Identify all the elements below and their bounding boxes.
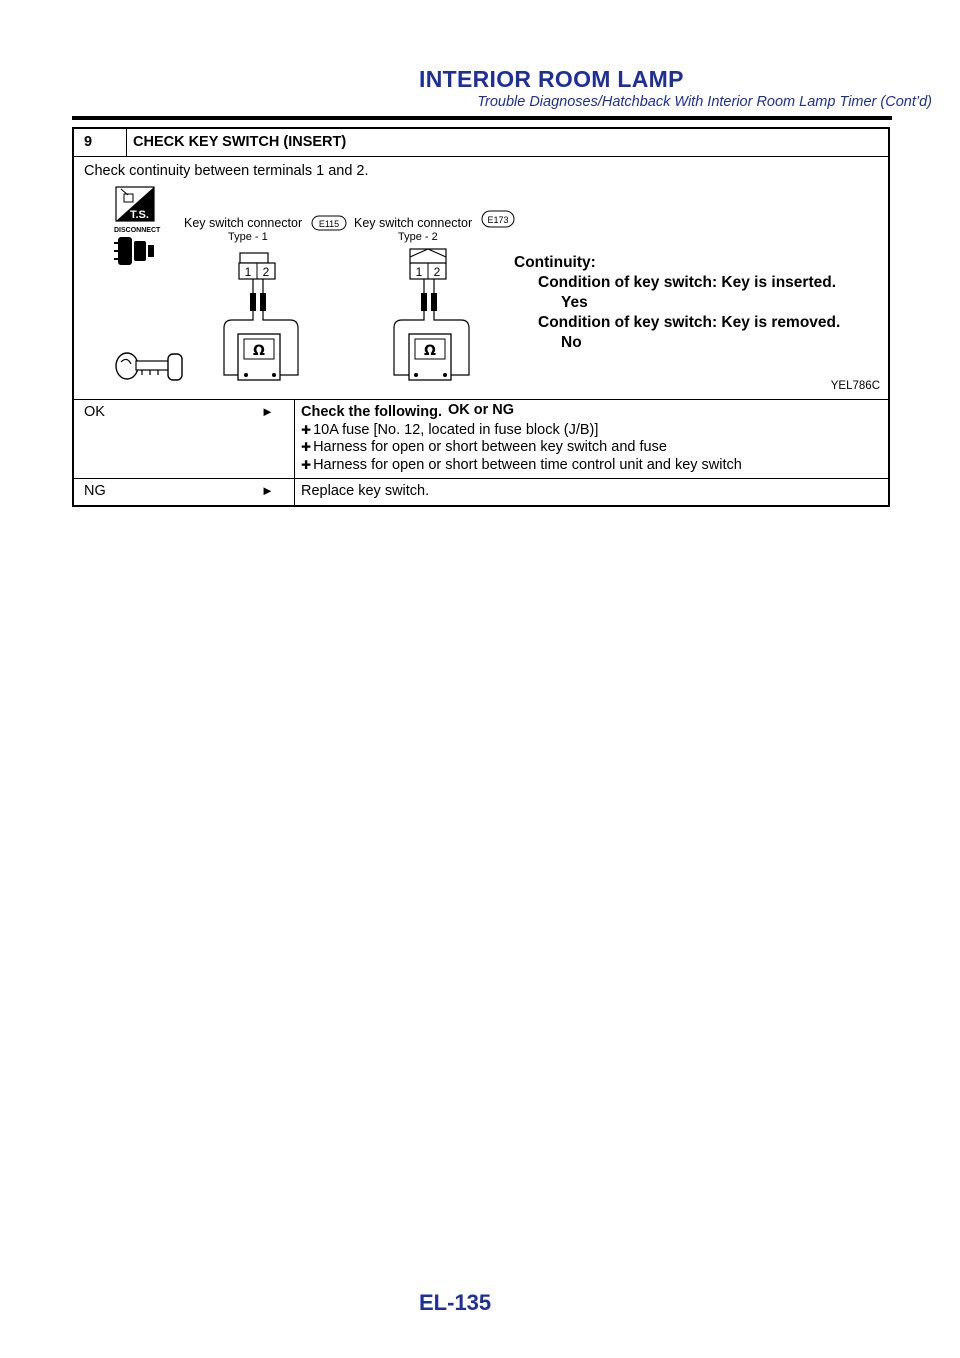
- connector-1-type: Type - 1: [228, 231, 268, 243]
- meter-2-ohm-icon: Ω: [424, 343, 436, 359]
- connector-1-label: Key switch connector: [184, 216, 303, 230]
- ts-label: T.S.: [130, 209, 149, 221]
- page-number: EL-135: [419, 1290, 492, 1315]
- connector-2-label: Key switch connector: [354, 216, 473, 230]
- connector-1-terminal-1: 1: [244, 265, 252, 279]
- continuity-result-2: No: [561, 334, 582, 351]
- result-ok-heading: Check the following.: [301, 404, 442, 420]
- result-body-ng: [295, 479, 429, 505]
- arrow-right-icon: ►: [261, 483, 274, 498]
- result-label-ok: [74, 400, 295, 478]
- continuity-heading: Continuity:: [514, 254, 596, 271]
- result-row-ng: [74, 479, 888, 505]
- connector-type-2: [354, 211, 514, 380]
- meter-1-ohm-icon: Ω: [253, 343, 265, 359]
- disconnect-label: DISCONNECT: [114, 227, 161, 234]
- step-title: CHECK KEY SWITCH (INSERT): [133, 134, 347, 150]
- step-number: 9: [74, 129, 127, 156]
- page-title: INTERIOR ROOM LAMP: [419, 66, 684, 92]
- list-item: ✚ 10A fuse [No. 12, located in fuse block (J/B)]: [301, 422, 742, 440]
- connector-2-code: E173: [487, 215, 509, 225]
- result-label-ok-text: OK: [84, 404, 105, 420]
- connector-1-terminal-2: 2: [262, 265, 270, 279]
- step-header-row: [74, 129, 888, 157]
- list-item: ✚ Harness for open or short between time control unit and key switch: [301, 457, 742, 475]
- result-label-ng: [74, 479, 295, 505]
- figure-code: YEL786C: [830, 380, 880, 392]
- result-label-ng-text: NG: [84, 483, 106, 499]
- connector-2-terminal-2: 2: [433, 265, 441, 279]
- continuity-spec: [514, 253, 840, 353]
- arrow-right-icon: ►: [261, 404, 274, 419]
- connector-2-type: Type - 2: [398, 231, 438, 243]
- check-instruction: Check continuity between terminals 1 and 2.: [84, 163, 369, 179]
- result-question: OK or NG: [447, 402, 515, 418]
- page-subtitle: Trouble Diagnoses/Hatchback With Interior Room Lamp Timer (Cont’d): [477, 94, 932, 110]
- continuity-condition-2: Condition of key switch: Key is removed.: [538, 314, 841, 331]
- list-item: ✚ Harness for open or short between key switch and fuse: [301, 439, 742, 457]
- continuity-result-1: Yes: [561, 294, 588, 311]
- continuity-condition-1: Condition of key switch: Key is inserted.: [538, 274, 836, 291]
- connector-1-code: E115: [318, 219, 340, 229]
- procedure-table: [72, 127, 890, 507]
- header-rule: [72, 116, 892, 120]
- disconnect-icon: [114, 227, 161, 265]
- key-icon: [116, 353, 182, 380]
- result-ng-text: Replace key switch.: [301, 483, 430, 499]
- connector-type-1: [184, 216, 346, 380]
- tester-icon: [116, 187, 154, 221]
- connector-2-terminal-1: 1: [415, 265, 423, 279]
